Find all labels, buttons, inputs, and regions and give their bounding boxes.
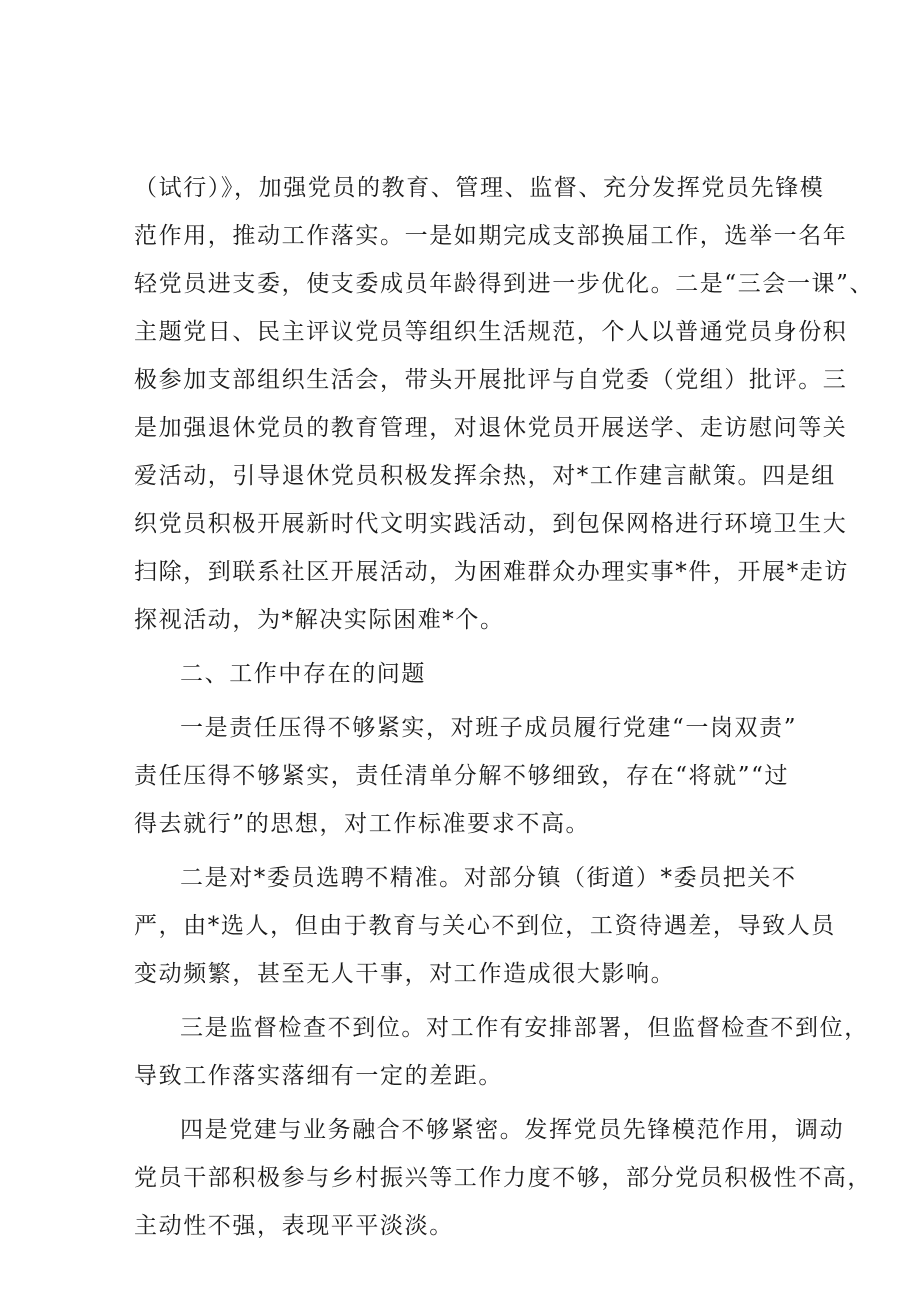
paragraph-problem-one: [134, 704, 802, 848]
text-line: 严，由*选人，但由于教育与关心不到位，工资待遇差，导致人员: [134, 913, 836, 939]
text-line: 范作用，推动工作落实。一是如期完成支部换届工作，选举一名年: [134, 223, 848, 249]
text-line: 一是责任压得不够紧实，对班子成员履行党建“一岗双责”: [180, 715, 798, 741]
text-line: 主题党日、民主评议党员等组织生活规范，个人以普通党员身份积: [134, 319, 848, 345]
text-line: 变动频繁，甚至无人干事，对工作造成很大影响。: [134, 961, 676, 987]
text-line: 党员干部积极参与乡村振兴等工作力度不够，部分党员积极性不高，: [134, 1165, 872, 1191]
text-line: 是加强退休党员的教育管理，对退休党员开展送学、走访慰问等关: [134, 415, 848, 441]
section-heading: [134, 650, 802, 698]
document-body: [134, 164, 875, 1250]
text-line: 极参加支部组织生活会，带头开展批评与自党委（党组）批评。三: [134, 367, 848, 393]
section-heading-text: 二、工作中存在的问题: [180, 661, 426, 687]
paragraph-problem-four: [134, 1106, 872, 1250]
paragraph-party-member-management: [134, 164, 875, 644]
text-line: 爱活动，引导退休党员积极发挥余热，对*工作建言献策。四是组: [134, 463, 836, 489]
paragraph-problem-two: [134, 854, 836, 998]
paragraph-problem-three: [134, 1004, 869, 1100]
text-line: 扫除，到联系社区开展活动，为困难群众办理实事*件，开展*走访: [134, 559, 849, 585]
text-line: 二是对*委员选聘不精准。对部分镇（街道）*委员把关不: [180, 865, 797, 891]
text-line: 四是党建与业务融合不够紧密。发挥党员先锋模范作用，调动: [180, 1117, 845, 1143]
text-line: 三是监督检查不到位。对工作有安排部署，但监督检查不到位，: [180, 1015, 869, 1041]
text-line: 轻党员进支委，使支委成员年龄得到进一步优化。二是“三会一课”、: [134, 271, 875, 297]
text-line: 织党员积极开展新时代文明实践活动，到包保网格进行环境卫生大: [134, 511, 848, 537]
text-line: 得去就行”的思想，对工作标准要求不高。: [134, 811, 591, 837]
text-line: 主动性不强，表现平平淡淡。: [134, 1213, 454, 1239]
text-line: 导致工作落实落细有一定的差距。: [134, 1063, 503, 1089]
text-line: （试行）》，加强党员的教育、管理、监督、充分发挥党员先锋模: [134, 175, 825, 201]
text-line: 探视活动，为*解决实际困难*个。: [134, 607, 505, 633]
text-line: 责任压得不够紧实，责任清单分解不够细致，存在“将就”“过: [134, 763, 790, 789]
